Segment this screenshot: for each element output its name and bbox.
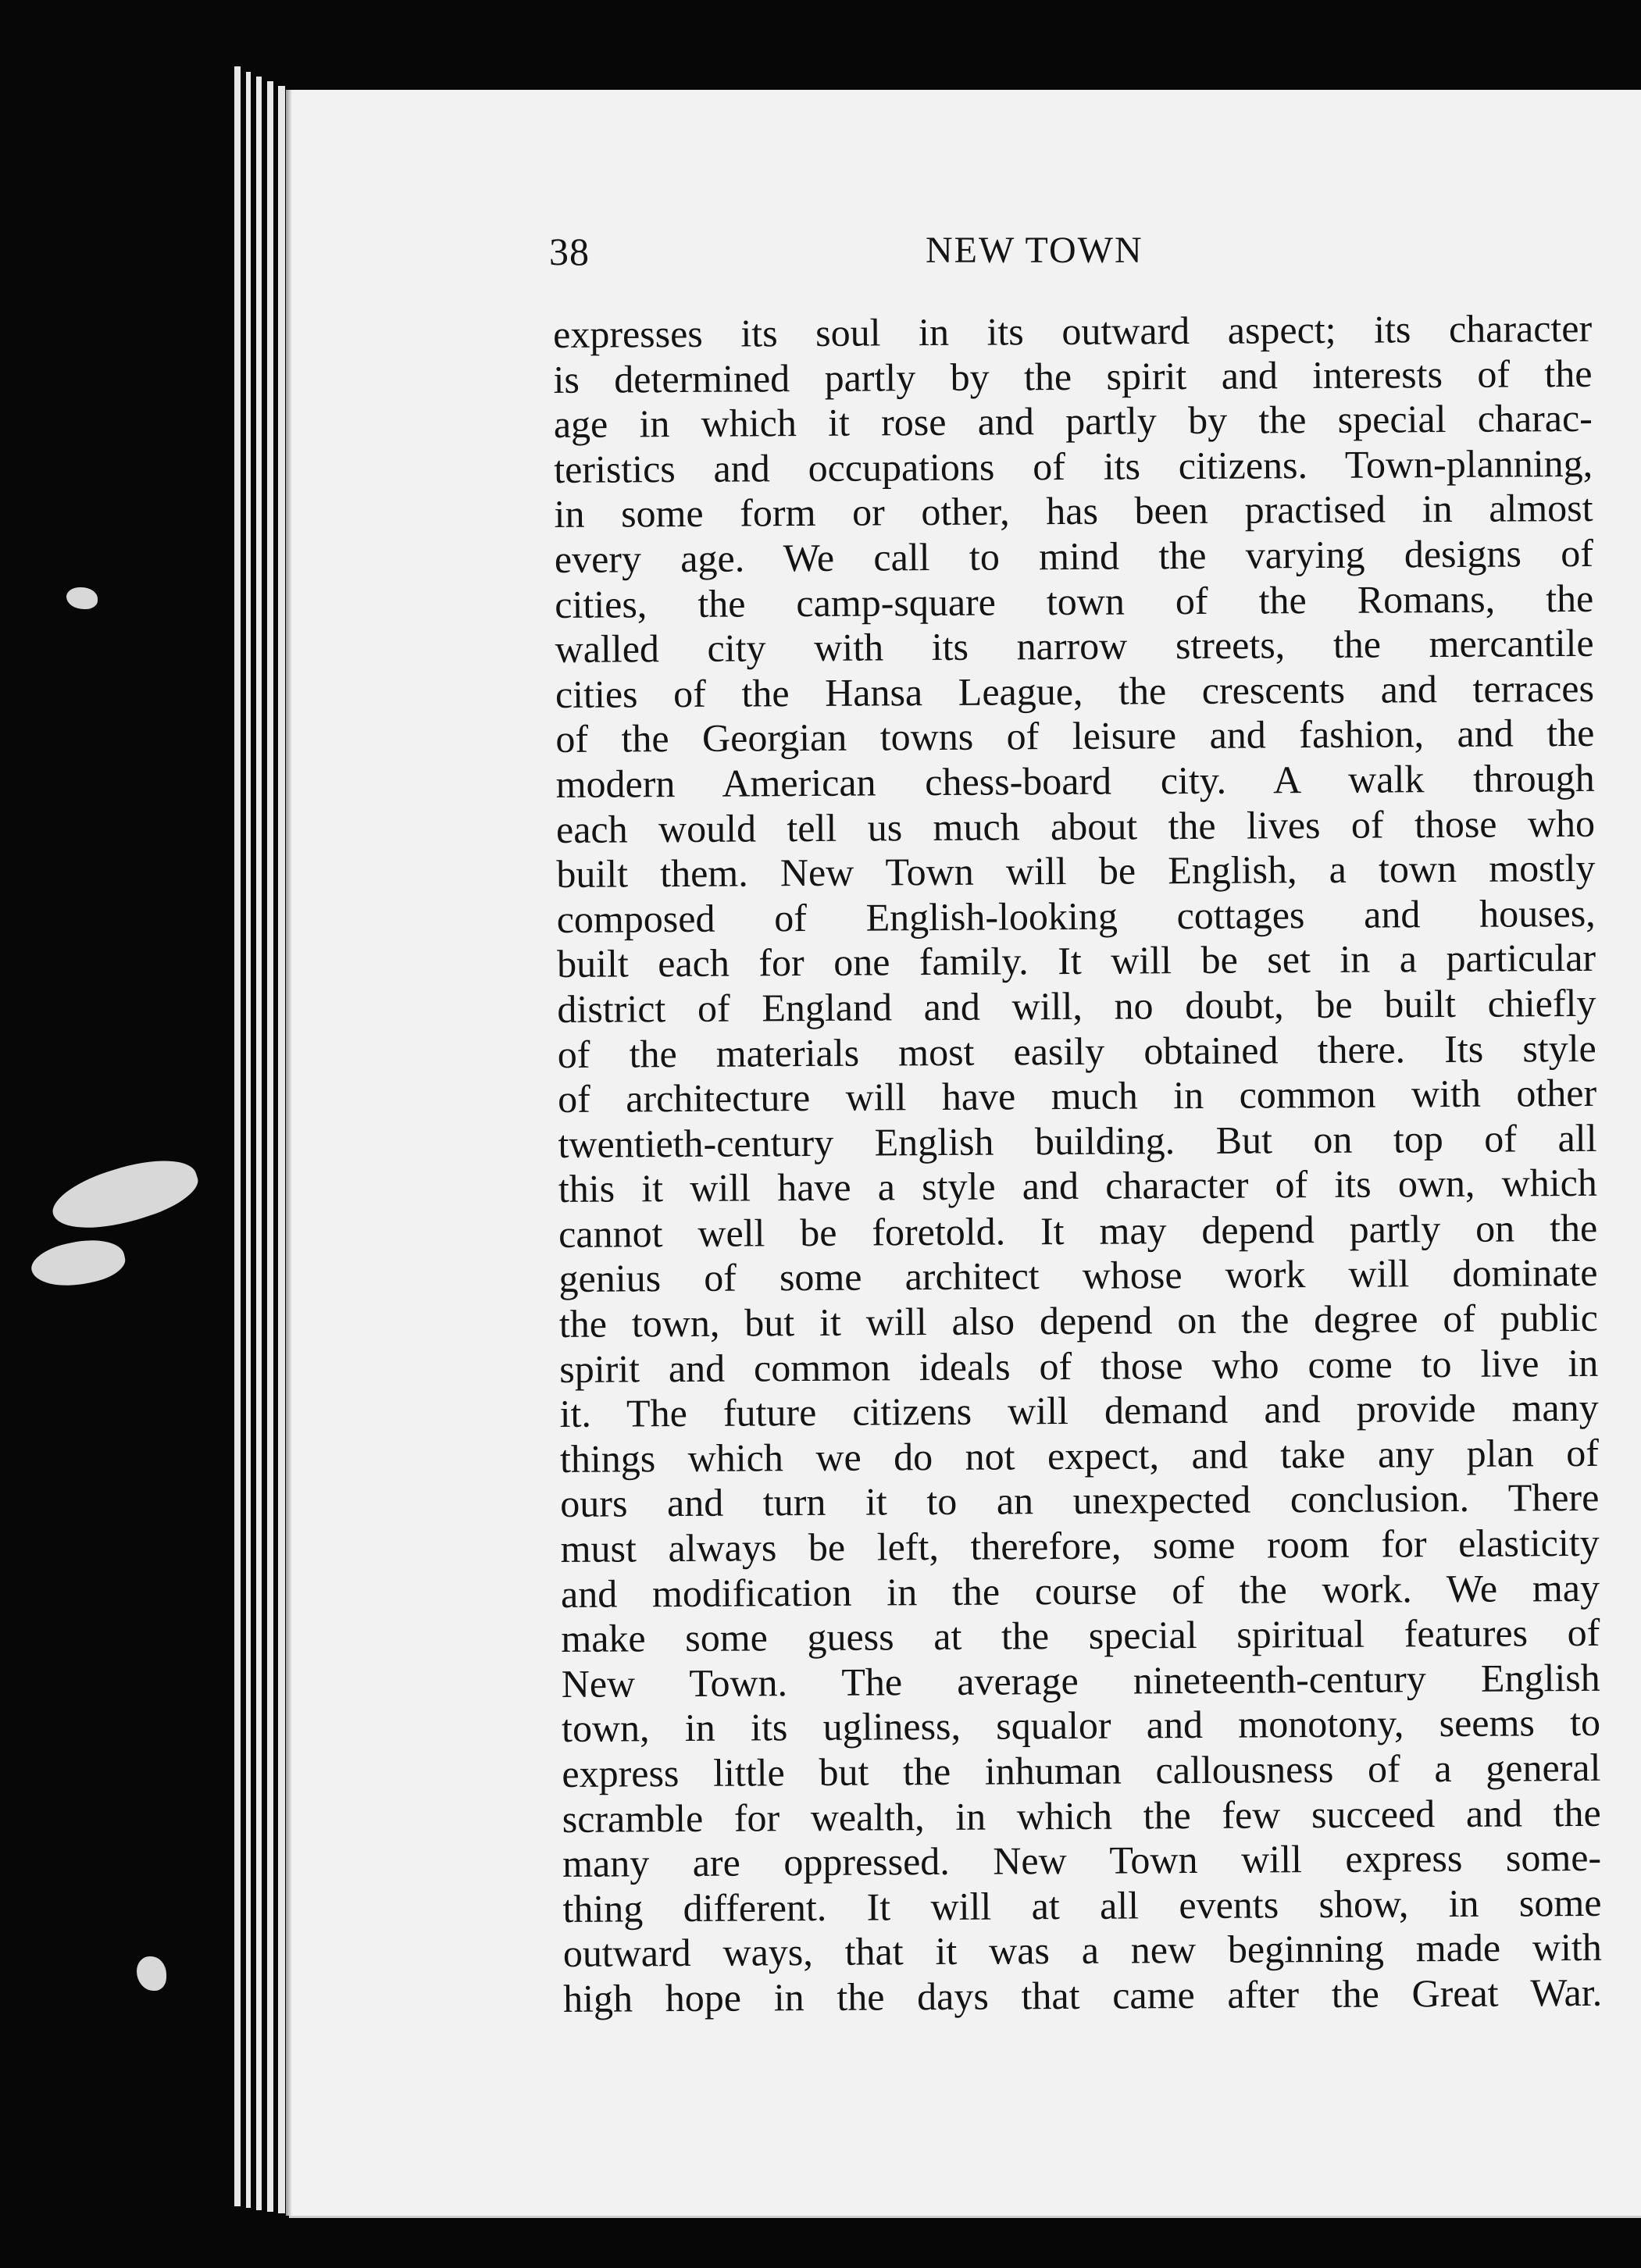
text-line: must always be left, therefore, some room for elasticity: [560, 1520, 1600, 1571]
text-line: genius of some architect whose work will dominate: [558, 1250, 1598, 1301]
scan-speck: [28, 1232, 129, 1294]
text-line: outward ways, that it was a new beginning made with: [562, 1925, 1602, 1976]
text-line: ours and turn it to an unexpected conclusion. There: [560, 1475, 1600, 1526]
text-line: New Town. The average nineteenth-century English: [561, 1655, 1600, 1706]
text-line: cities, the camp-square town of the Romans, the: [555, 576, 1594, 626]
text-line: age in which it rose and partly by the special charac-: [553, 396, 1593, 447]
text-line: walled city with its narrow streets, the mercantile: [555, 621, 1594, 672]
page-edge: [246, 72, 251, 2208]
scan-speck: [66, 587, 98, 609]
text-line: and modification in the course of the work. We may: [560, 1565, 1600, 1616]
text-line: is determined partly by the spirit and interests of the: [553, 351, 1593, 401]
text-line: town, in its ugliness, squalor and monotony, seems to: [561, 1700, 1601, 1751]
running-head: NEW TOWN: [926, 230, 1143, 271]
text-line: of the materials most easily obtained there. Its style: [557, 1025, 1596, 1076]
text-line: every age. We call to mind the varying designs of: [554, 530, 1594, 581]
page-number: 38: [549, 230, 590, 273]
text-line: cities of the Hansa League, the crescents and terraces: [555, 665, 1595, 716]
scan-speck: [137, 1956, 166, 1991]
text-line: spirit and common ideals of those who come to live in: [559, 1340, 1599, 1391]
text-line: the town, but it will also depend on the degree of public: [558, 1295, 1599, 1346]
text-line: scramble for wealth, in which the few succeed and the: [562, 1790, 1601, 1841]
page-edge: [267, 81, 273, 2212]
page-edge: [256, 77, 262, 2210]
text-line: composed of English-looking cottages and houses,: [556, 890, 1596, 941]
text-line: make some guess at the special spiritual features of: [561, 1610, 1600, 1661]
text-line: teristics and occupations of its citizens. Town-planning,: [554, 440, 1593, 491]
text-line: each would tell us much about the lives of those who: [555, 801, 1596, 851]
page-header: [549, 223, 1580, 285]
body-paragraph: [553, 306, 1602, 2022]
text-line: high hope in the days that came after the Great War.: [563, 1970, 1603, 2020]
text-line: of architecture will have much in common with other: [557, 1070, 1597, 1122]
text-line: twentieth-century English building. But on top of all: [558, 1115, 1597, 1166]
text-line: thing different. It will at all events show, in some: [562, 1880, 1602, 1931]
text-line: express little but the inhuman callousness of a general: [562, 1745, 1601, 1796]
text-line: built each for one family. It will be set in a particular: [556, 936, 1596, 986]
text-line: in some form or other, has been practised in almost: [554, 486, 1593, 537]
page-edge: [278, 86, 285, 2213]
text-line: cannot well be foretold. It may depend partly on the: [558, 1205, 1598, 1256]
text-line: of the Georgian towns of leisure and fashion, and the: [555, 711, 1595, 761]
text-line: things which we do not expect, and take any plan of: [559, 1430, 1600, 1481]
page-edge: [234, 66, 241, 2206]
text-line: it. The future citizens will demand and provide many: [559, 1385, 1599, 1436]
text-line: many are oppressed. New Town will express some-: [562, 1835, 1602, 1886]
text-line: expresses its soul in its outward aspect; its character: [553, 305, 1593, 356]
text-line: built them. New Town will be English, a town mostly: [556, 845, 1596, 897]
text-line: this it will have a style and character of its own, which: [558, 1161, 1598, 1211]
text-line: district of England and will, no doubt, be built chiefly: [557, 980, 1596, 1031]
text-line: modern American chess-board city. A walk through: [555, 755, 1595, 806]
scan-speck: [46, 1146, 204, 1243]
